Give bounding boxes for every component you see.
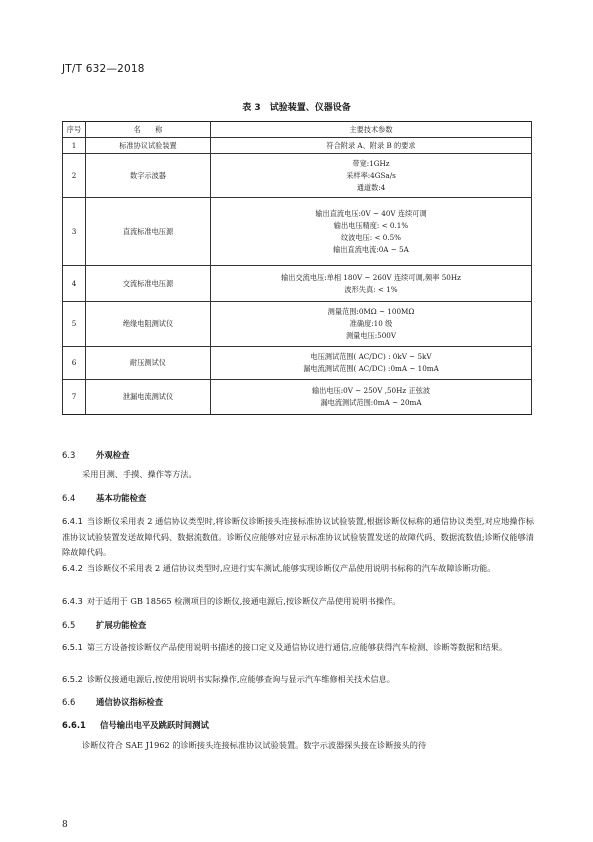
param-line: 纹波电压: < 0.5% <box>340 232 402 242</box>
row-number: 5 <box>63 302 86 347</box>
row-number: 6 <box>63 347 86 380</box>
paragraph-6-3: 采用目测、手摸、操作等方法。 <box>82 469 197 479</box>
technical-params <box>211 154 532 198</box>
equipment-table <box>62 121 532 415</box>
section-heading-6-6-1: 6.6.1 信号输出电平及跳跃时间测试 <box>62 720 209 730</box>
param-line: 波形失真: < 1% <box>344 284 398 294</box>
param-line: 输出电压精度: < 0.1% <box>333 220 409 230</box>
equipment-name: 标准协议试验装置 <box>86 138 211 154</box>
table-row <box>63 380 532 415</box>
equipment-name: 耐压测试仪 <box>86 347 211 380</box>
param-line: 测量电压:500V <box>345 331 397 340</box>
param-line: 漏电流测试范围( AC/DC) :0mA ~ 10mA <box>303 364 439 373</box>
table-row <box>63 347 532 380</box>
param-line: 输出直流电压:0V ~ 40V 连续可调 <box>315 208 427 218</box>
row-number: 1 <box>63 138 86 154</box>
table-caption: 表 3 试验装置、仪器设备 <box>242 103 351 113</box>
equipment-name: 泄漏电流测试仪 <box>86 380 211 415</box>
equipment-name: 交流标准电压源 <box>86 266 211 302</box>
param-line: 输出直流电流:0A ~ 5A <box>333 244 409 254</box>
row-number: 4 <box>63 266 86 302</box>
table-header-params: 主要技术参数 <box>211 122 532 138</box>
row-number: 7 <box>63 380 86 415</box>
param-line: 输出电压:0V ~ 250V ,50Hz 正弦波 <box>311 386 431 395</box>
table-row <box>63 266 532 302</box>
paragraph-6-5-1: 6.5.1 第三方设备按诊断仪产品使用说明书描述的接口定义及通信协议进行通信,应能够获得汽车检测、诊断等数据和结果。 <box>62 642 508 652</box>
technical-params <box>211 198 532 266</box>
table-row <box>63 302 532 347</box>
param-line: 漏电流测试范围:0mA ~ 20mA <box>320 398 422 407</box>
paragraph-6-4-3: 6.4.3 对于适用于 GB 18565 检测项目的诊断仪,接通电源后,按诊断仪产品使用说明书操作。 <box>62 596 401 606</box>
row-number: 2 <box>63 154 86 198</box>
technical-params <box>211 266 532 302</box>
table-header-no: 序号 <box>63 122 86 138</box>
technical-params <box>211 138 532 154</box>
equipment-name: 直流标准电压源 <box>86 198 211 266</box>
equipment-name: 绝缘电阻测试仪 <box>86 302 211 347</box>
table-row <box>63 138 532 154</box>
table-row <box>63 154 532 198</box>
param-line: 准确度:10 级 <box>349 319 393 328</box>
row-number: 3 <box>63 198 86 266</box>
technical-params <box>211 380 532 415</box>
technical-params <box>211 302 532 347</box>
section-heading-6-4: 6.4 基本功能检查 <box>62 493 147 503</box>
param-line: 输出交流电压:单相 180V ~ 260V 连续可调,频率 50Hz <box>281 272 461 282</box>
document-header: JT/T 632—2018 <box>62 63 145 75</box>
paragraph-6-6-1: 诊断仪符合 SAE J1962 的诊断接头连接标准协议试验装置。数字示波器探头接在诊断接头的待 <box>82 740 427 750</box>
technical-params <box>211 347 532 380</box>
equipment-name: 数字示波器 <box>86 154 211 198</box>
param-line: 符合附录 A、附录 B 的要求 <box>326 140 416 150</box>
param-line: 电压测试范围( AC/DC) : 0kV ~ 5kV <box>310 352 432 361</box>
table-row <box>63 198 532 266</box>
page-number: 8 <box>62 820 68 830</box>
section-heading-6-5: 6.5 扩展功能检查 <box>62 620 147 630</box>
paragraph-6-4-2: 6.4.2 当诊断仪不采用表 2 通信协议类型时,应进行实车测试,能够实现诊断仪产品使用说明书标称的汽车故障诊断功能。 <box>62 563 496 573</box>
paragraph-6-5-2: 6.5.2 诊断仪接通电源后,按使用说明书实际操作,应能够查询与显示汽车维修相关技术信息。 <box>62 674 395 684</box>
param-line: 采样率:4GSa/s <box>346 170 396 180</box>
param-line: 测量范围:0MΩ ~ 100MΩ <box>327 307 415 316</box>
section-heading-6-6: 6.6 通信协议指标检查 <box>62 697 163 707</box>
param-line: 带宽:1GHz <box>352 158 390 168</box>
table-header-name: 名 称 <box>86 122 211 138</box>
paragraph-6-4-1: 6.4.1 当诊断仪采用表 2 通信协议类型时,将诊断仪诊断接头连接标准协议试验装置,根据诊断仪标称的通信协议类型,对应地操作标准协议试验装置发送故障代码、数据流数值。诊断仪应能够对应显示标准协议试验装置发送的故障代码、数据流数值;诊断仪能够清除故障代码。 <box>62 516 534 558</box>
param-line: 通道数:4 <box>356 182 386 192</box>
section-heading-6-3: 6.3 外观检查 <box>62 450 130 460</box>
